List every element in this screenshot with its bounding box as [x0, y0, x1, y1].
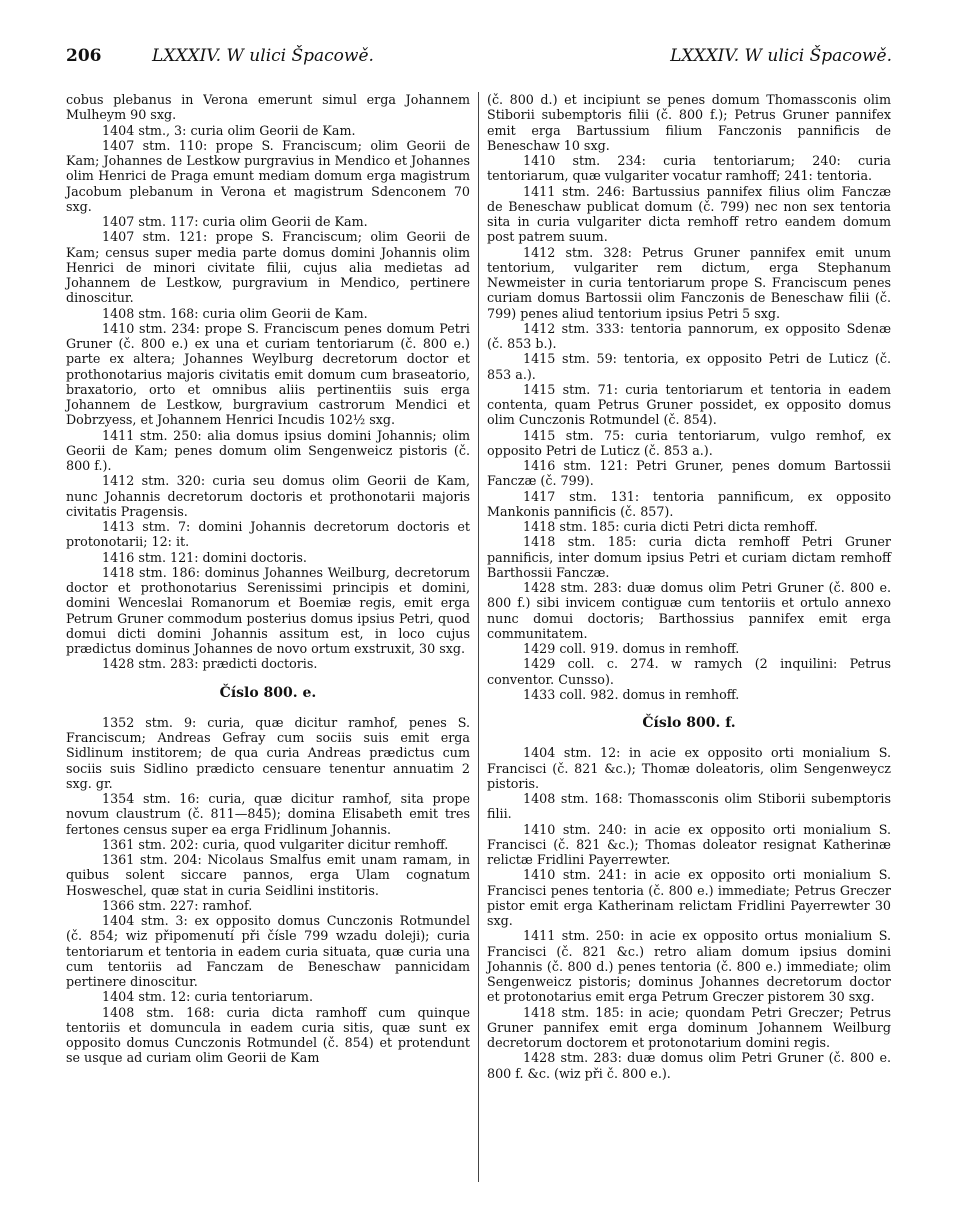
- paragraph: cobus plebanus in Verona emerunt simul erga Johannem Mulheym 90 sxg.: [66, 92, 470, 123]
- paragraph: 1407 stm. 121: prope S. Franciscum; olim Georii de Kam; census super media parte domus domini Johannis olim Henrici de minori civitate filii, cujus alia medietas ad Johannem de Lestkow, purgravium in Mendico, pertinere dinoscitur.: [66, 229, 470, 306]
- paragraph: 1408 stm. 168: curia dicta ramhoff cum quinque tentoriis et domuncula in eadem curia sitis, quæ sunt ex opposito domus Cunczonis Rotmundel (č. 854) et protendunt se usque ad curiam olim Georii de Kam: [66, 1004, 470, 1066]
- page-header: [66, 46, 892, 72]
- left-column: [66, 92, 470, 1066]
- paragraph: 1433 coll. 982. domus in remhoff.: [523, 686, 740, 702]
- paragraph: 1417 stm. 131: tentoria pannificum, ex opposito Mankonis pannificis (č. 857).: [487, 488, 891, 519]
- paragraph: 1418 stm. 185: in acie; quondam Petri Greczer; Petrus Gruner pannifex emit erga dominum Johannem Weilburg decretorum doctorem et protonotarium domini regis.: [487, 1004, 891, 1050]
- paragraph: 1418 stm. 186: dominus Johannes Weilburg, decretorum doctor et prothonotarius Serenissimi principis et domini, domini Wenceslai Romanorum et Boemiæ regis, emit erga Petrum Gruner commodum posterius domus ipsius Petri, quod domui dicti domini Johannis assitum est, in loco cujus prædictus dominus Johannes de novo ortum exstruxit, 30 sxg.: [66, 564, 470, 656]
- paragraph: 1416 stm. 121: domini doctoris.: [102, 549, 307, 565]
- paragraph: 1415 stm. 75: curia tentoriarum, vulgo remhof, ex opposito Petri de Luticz (č. 853 a.).: [487, 427, 891, 458]
- paragraph: (č. 800 d.) et incipiunt se penes domum Thomassconis olim Stiborii subemptoris filii (č. 800 f.); Petrus Gruner pannifex emit erga Bartussium filium Fanczonis pannificis de Beneschaw 10 sxg.: [487, 92, 891, 153]
- left-running-title: LXXXIV. W ulici Špacowě.: [152, 46, 374, 66]
- paragraph: 1352 stm. 9: curia, quæ dicitur ramhof, penes S. Franciscum; Andreas Gefray cum sociis suis emit erga Sidlinum institorem; de qua curia Andreas prædictus cum sociis suis Sidlino prædicto censuare tenentur annuatim 2 sxg. gr.: [66, 714, 470, 791]
- paragraph: 1410 stm. 241: in acie ex opposito orti monialium S. Francisci penes tentoria (č. 800 e.) immediate; Petrus Greczer pistor emit erga Katherinam relictam Fridlini Payerrewter 30 sxg.: [487, 867, 891, 928]
- paragraph: 1407 stm. 110: prope S. Franciscum; olim Georii de Kam; Johannes de Lestkow purgravius in Mendico et Johannes olim Henrici de Praga emunt mediam domum erga magistrum Jacobum plebanum in Verona et magistrum Sdenconem 70 sxg.: [66, 137, 470, 214]
- paragraph: 1418 stm. 185: curia dicta remhoff Petri Gruner pannificis, inter domum ipsius Petri et curiam dictam remhoff Barthossii Fanczæ.: [487, 534, 891, 580]
- paragraph: 1418 stm. 185: curia dicti Petri dicta remhoff.: [523, 519, 818, 534]
- paragraph: 1416 stm. 121: Petri Gruner, penes domum Bartossii Fanczæ (č. 799).: [487, 458, 891, 489]
- paragraph: 1407 stm. 117: curia olim Georii de Kam.: [102, 214, 368, 229]
- column-divider: [478, 92, 479, 1182]
- paragraph: 1361 stm. 204: Nicolaus Smalfus emit unam ramam, in quibus solent siccare pannos, erga Ulam cognatum Hosweschel, quæ stat in curia Seidlini institoris.: [66, 852, 470, 898]
- paragraph: 1429 coll. c. 274. w ramych (2 inquilini: Petrus conventor. Cunsso).: [487, 656, 891, 687]
- paragraph: 1411 stm. 246: Bartussius pannifex filius olim Fanczæ de Beneschaw publicat domum (č. 799) nec non sex tentoria sita in curia vulgariter dicta remhoff retro eandem domum post patrem suum.: [487, 183, 891, 245]
- paragraph: 1411 stm. 250: in acie ex opposito ortus monialium S. Francisci (č. 821 &c.) retro aliam domum ipsius domini Johannis (č. 800 d.) penes tentoria (č. 800 e.) immediate; olim Sengenweicz pistoris; dominus Johannes decretorum doctor et protonotarius emit erga Petrum Greczer pistorem 30 sxg.: [487, 928, 891, 1005]
- paragraph: 1404 stm. 12: curia tentoriarum.: [102, 989, 313, 1005]
- paragraph: 1415 stm. 71: curia tentoriarum et tentoria in eadem contenta, quam Petrus Gruner possidet, ex opposito domus olim Cunczonis Rotmundel (č. 854).: [487, 381, 891, 428]
- page-number: 206: [66, 46, 102, 66]
- paragraph: 1366 stm. 227: ramhof.: [102, 897, 253, 913]
- paragraph: 1428 stm. 283: prædicti doctoris.: [102, 656, 318, 672]
- paragraph: 1412 stm. 333: tentoria pannorum, ex opposito Sdenæ (č. 853 b.).: [487, 320, 891, 351]
- paragraph: 1361 stm. 202: curia, quod vulgariter dicitur remhoff.: [102, 836, 449, 852]
- paragraph: 1428 stm. 283: duæ domus olim Petri Gruner (č. 800 e. 800 f. &c. (wiz při č. 800 e.).: [487, 1050, 891, 1081]
- paragraph: 1412 stm. 320: curia seu domus olim Georii de Kam, nunc Johannis decretorum doctoris et prothonotarii majoris civitatis Pragensis.: [66, 473, 470, 519]
- paragraph: 1410 stm. 240: in acie ex opposito orti monialium S. Francisci (č. 821 &c.); Thomas doleator resignat Katherinæ relictæ Fridlini Payerrewter.: [487, 821, 891, 867]
- paragraph: 1404 stm., 3: curia olim Georii de Kam.: [102, 122, 356, 138]
- section-heading: Číslo 800. e.: [219, 684, 317, 701]
- paragraph: 1413 stm. 7: domini Johannis decretorum doctoris et protonotarii; 12: it.: [66, 519, 470, 550]
- right-column: [487, 92, 891, 1081]
- paragraph: 1429 coll. 919. domus in remhoff.: [523, 641, 740, 656]
- paragraph: 1415 stm. 59: tentoria, ex opposito Petri de Luticz (č. 853 a.).: [487, 351, 891, 382]
- paragraph: 1410 stm. 234: prope S. Franciscum penes domum Petri Gruner (č. 800 e.) ex una et curiam tentoriarum (č. 800 e.) parte ex altera; Johannes Weylburg decretorum doctor et prothonotarius majoris civitatis emit domum cum braseatorio, braxatorio, orto et omnibus aliis pertinentiis suis erga Johannem de Lestkow, burgravium castrorum Mendici et Dobrzyess, et Johannem Henrici Incudis 102½ sxg.: [66, 320, 470, 428]
- paragraph: 1354 stm. 16: curia, quæ dicitur ramhof, sita prope novum claustrum (č. 811—845); domina Elisabeth emit tres fertones census super ea erga Fridlinum Johannis.: [66, 791, 470, 837]
- paragraph: 1404 stm. 12: in acie ex opposito orti monialium S. Francisci (č. 821 &c.); Thomæ doleatoris, olim Sengenweycz pistoris.: [487, 745, 891, 791]
- paragraph: 1428 stm. 283: duæ domus olim Petri Gruner (č. 800 e. 800 f.) sibi invicem contiguæ cum tentoriis et ortulo annexo nunc domui doctoris; Barthossius pannifex emit erga communitatem.: [487, 580, 891, 641]
- paragraph: 1404 stm. 3: ex opposito domus Cunczonis Rotmundel (č. 854; wiz připomenutí při čísle 799 wzadu doleji); curia tentoriarum et tentoria in eadem curia situata, quæ curia una cum tentoriis ad Fanczam de Beneschaw pannicidam pertinere dinoscitur.: [66, 913, 470, 989]
- paragraph: 1411 stm. 250: alia domus ipsius domini Johannis; olim Georii de Kam; penes domum olim Sengenweicz pistoris (č. 800 f.).: [66, 427, 470, 473]
- paragraph: 1408 stm. 168: curia olim Georii de Kam.: [102, 305, 368, 321]
- paragraph: 1412 stm. 328: Petrus Gruner pannifex emit unum tentorium, vulgariter rem dictum, erga Stephanum Newmeister in curia tentoriarum prope S. Franciscum penes curiam domus Bartossii olim Fanczonis de Beneschaw filii (č. 799) penes aliud tentorium ipsius Petri 5 sxg.: [487, 244, 891, 321]
- right-running-title: LXXXIV. W ulici Špacowě.: [670, 46, 892, 66]
- section-heading: Číslo 800. f.: [642, 715, 736, 731]
- paragraph: 1410 stm. 234: curia tentoriarum; 240: curia tentoriarum, quæ vulgariter vocatur ramhoff; 241: tentoria.: [487, 153, 891, 184]
- paragraph: 1408 stm. 168: Thomassconis olim Stiborii subemptoris filii.: [487, 791, 891, 822]
